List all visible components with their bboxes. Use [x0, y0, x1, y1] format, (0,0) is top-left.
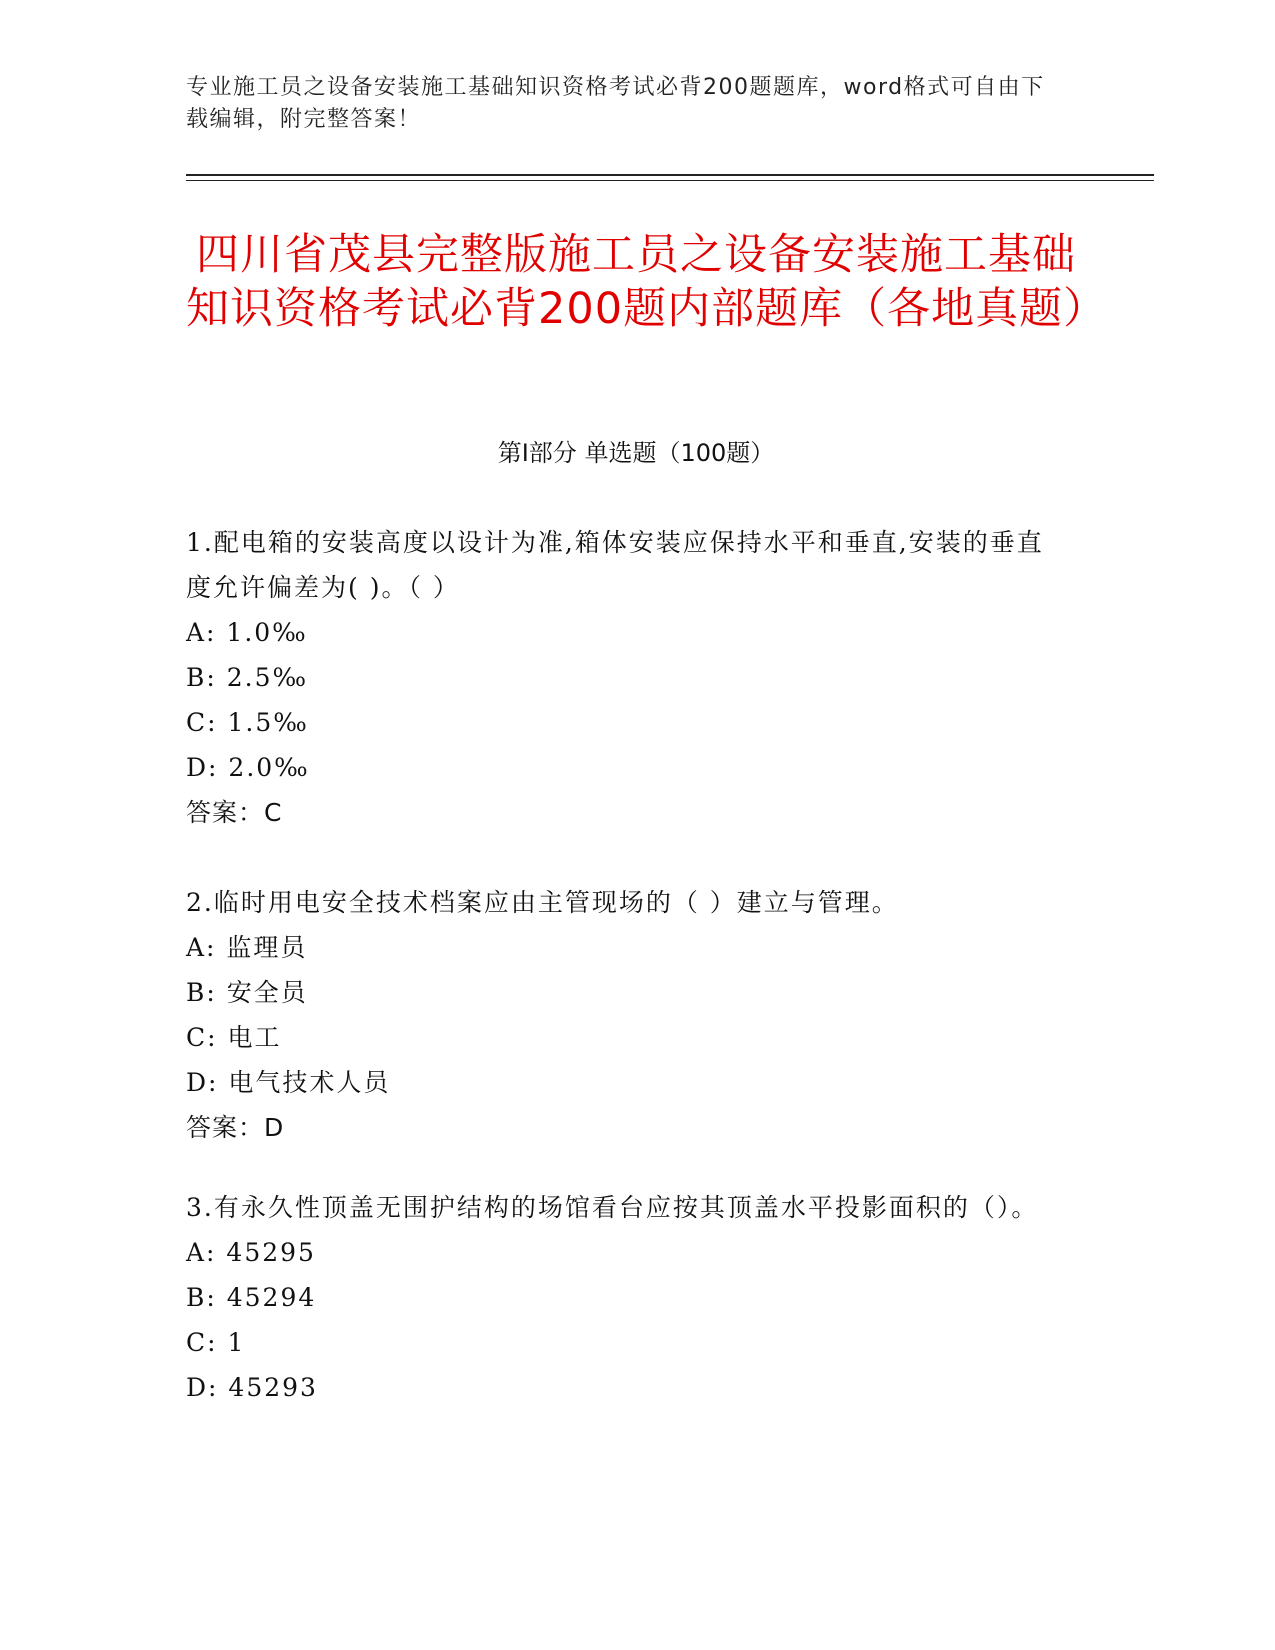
option-d: D: 2.0‰ [186, 753, 310, 782]
option-a: A: 1.0‰ [186, 618, 308, 647]
question-2 [186, 880, 1066, 1150]
option-c: C: 电工 [186, 1023, 282, 1052]
question-3 [186, 1185, 1066, 1410]
option-c: C: 1.5‰ [186, 708, 309, 737]
document-title: 四川省茂县完整版施工员之设备安装施工基础知识资格考试必背200题内部题库（各地真题） [186, 230, 1108, 334]
question-stem: 2.临时用电安全技术档案应由主管现场的（ ）建立与管理。 [186, 888, 899, 917]
option-a: A: 45295 [186, 1238, 316, 1267]
question-1 [186, 520, 1066, 835]
option-b: B: 2.5‰ [186, 663, 309, 692]
section-title: 第I部分 单选题（100题） [497, 439, 775, 467]
header-note: 专业施工员之设备安装施工基础知识资格考试必背200题题库，word格式可自由下载编辑，附完整答案！ [186, 75, 1045, 132]
option-c: C: 1 [186, 1328, 246, 1357]
option-b: B: 45294 [186, 1283, 317, 1312]
option-a: A: 监理员 [186, 933, 308, 962]
header-divider-thin [186, 180, 1154, 181]
answer: 答案：C [186, 798, 283, 827]
option-d: D: 电气技术人员 [186, 1068, 391, 1097]
option-d: D: 45293 [186, 1373, 318, 1402]
answer: 答案：D [186, 1113, 285, 1142]
question-stem: 1.配电箱的安装高度以设计为准,箱体安装应保持水平和垂直,安装的垂直度允许偏差为( )。（ ） [186, 528, 1044, 602]
question-stem: 3.有永久性顶盖无围护结构的场馆看台应按其顶盖水平投影面积的（）。 [186, 1193, 1039, 1222]
option-b: B: 安全员 [186, 978, 308, 1007]
header-divider-thick [186, 174, 1154, 176]
